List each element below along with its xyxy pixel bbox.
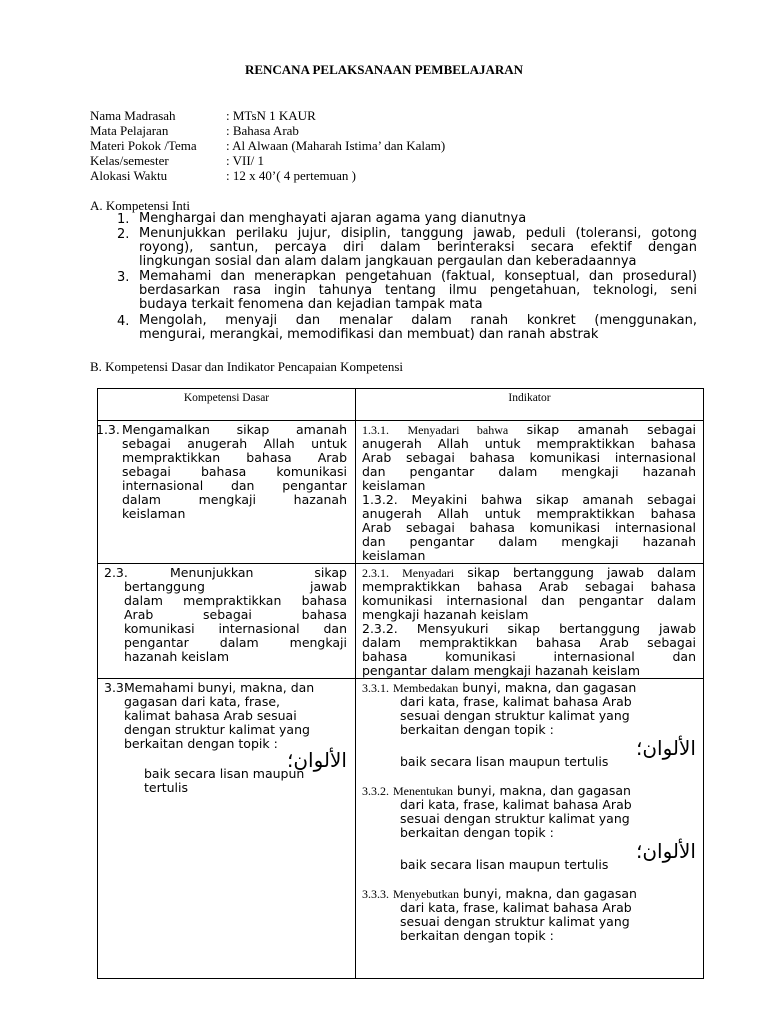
indicator-line: baik secara lisan maupun tertulis <box>400 754 609 769</box>
kd-cell <box>98 421 356 564</box>
ki-item <box>117 212 697 226</box>
indicator-number: 3.3.3. <box>362 887 389 901</box>
identity-value: : VII/ 1 <box>226 153 265 168</box>
ki-number: 1. <box>117 212 130 227</box>
arabic-topic: الألوان؛ <box>636 736 696 760</box>
table-row <box>98 679 704 979</box>
identity-value: : 12 x 40’( 4 pertemuan ) <box>226 168 356 183</box>
table-header-row <box>98 389 704 421</box>
kd-line: gagasan dari kata, frase, <box>124 694 280 709</box>
indicator-number: 3.3.2. <box>362 784 389 798</box>
indicator-line: berkaitan dengan topik : <box>400 825 554 840</box>
kd-line: tertulis <box>144 780 189 795</box>
indicator-number: 1.3.1. <box>362 423 389 437</box>
identity-label: Kelas/semester <box>90 153 169 168</box>
table-header-indicator: Indikator <box>356 389 704 421</box>
identity-label: Materi Pokok /Tema <box>90 138 197 153</box>
ki-number: 3. <box>117 270 130 285</box>
ki-line: mengurai, merangkai, memodifikasi dan membuat) dan ranah abstrak <box>139 327 599 343</box>
indicator-line: sesuai dengan struktur kalimat yang <box>400 914 630 929</box>
ki-number: 2. <box>117 227 130 242</box>
table-header-kd: Kompetensi Dasar <box>98 389 356 421</box>
indicator-line: Meyakini bahwa sikap amanah sebagai <box>411 492 696 507</box>
page-title: RENCANA PELAKSANAAN PEMBELAJARAN <box>244 62 524 77</box>
kd-line: sebagai anugerah Allah untuk <box>122 436 347 451</box>
identity-value: : MTsN 1 KAUR <box>226 108 316 123</box>
ki-line: lingkungan sosial dan alam dalam jangkauan pergaulan dan keberadaannya <box>139 254 637 270</box>
table-row <box>98 421 704 564</box>
indicator-line: bahasa komunikasi internasional dan <box>362 649 696 664</box>
kd-line: Menunjukkan sikap <box>170 565 347 580</box>
arabic-topic: الألوان؛ <box>636 839 696 863</box>
indicator-line: dalam mempraktikkan bahasa Arab sebagai <box>362 635 696 650</box>
indicator-line: dari kata, frase, kalimat bahasa Arab <box>400 900 632 915</box>
indicator-cell <box>356 679 704 979</box>
kd-line: Memahami bunyi, makna, dan <box>124 680 315 695</box>
indicator-line: baik secara lisan maupun tertulis <box>400 857 609 872</box>
ki-item <box>117 270 697 313</box>
kd-line: dalam mempraktikkan bahasa <box>124 593 347 608</box>
kd-line: hazanah keislam <box>124 649 230 664</box>
kd-line: mempraktikkan bahasa Arab <box>122 450 347 465</box>
indicator-line: dan pengantar dalam mengkaji hazanah <box>362 534 696 549</box>
kd-line: Arab sebagai bahasa <box>124 607 347 622</box>
section-b-heading: B. Kompetensi Dasar dan Indikator Pencapaian Kompetensi <box>90 359 403 374</box>
indicator-line: sesuai dengan struktur kalimat yang <box>400 708 630 723</box>
indicator-line: Arab sebagai bahasa komunikasi internasional <box>362 450 696 465</box>
indicator-line: berkaitan dengan topik : <box>400 722 554 737</box>
ki-line: Menunjukkan perilaku jujur, disiplin, tanggung jawab, peduli (toleransi, gotong <box>139 226 697 241</box>
indicator-line: mempraktikkan bahasa Arab sebagai bahasa <box>362 579 696 594</box>
table-row <box>98 564 704 679</box>
ki-line: Menghargai dan menghayati ajaran agama yang dianutnya <box>139 211 527 226</box>
identity-label: Alokasi Waktu <box>90 168 168 183</box>
indicator-number: 2.3.1. <box>362 566 389 580</box>
ki-line: Memahami dan menerapkan pengetahuan (faktual, konseptual, dan prosedural) <box>139 269 697 284</box>
kd-line: dalam mengkaji hazanah <box>122 492 347 507</box>
ki-line: berdasarkan rasa ingin tahunya tentang ilmu pengetahuan, teknologi, seni <box>139 283 697 299</box>
indicator-line: Arab sebagai bahasa komunikasi internasional <box>362 520 696 535</box>
indicator-line: sikap amanah sebagai <box>526 422 696 437</box>
indicator-line: keislaman <box>362 548 426 563</box>
identity-value: : Bahasa Arab <box>226 123 299 138</box>
kd-number: 3.3. <box>104 680 128 695</box>
kd-number: 1.3. <box>96 422 120 437</box>
indicator-verb: Menyadari bahwa <box>407 423 509 437</box>
indicator-line: bunyi, makna, dan gagasan <box>462 886 637 901</box>
kd-line: Mengamalkan sikap amanah <box>122 422 347 437</box>
indicator-number: 1.3.2. <box>362 492 398 507</box>
kd-line: keislaman <box>122 506 186 521</box>
indicator-verb: Menyadari <box>402 566 455 580</box>
ki-item <box>117 314 697 342</box>
identity-value: : Al Alwaan (Maharah Istima’ dan Kalam) <box>226 138 446 153</box>
indicator-line: sesuai dengan struktur kalimat yang <box>400 811 630 826</box>
ki-item <box>117 227 697 270</box>
indicator-line: Mensyukuri sikap bertanggung jawab <box>416 621 696 636</box>
kd-line: pengantar dalam mengkaji <box>124 635 347 650</box>
kd-line: dengan struktur kalimat yang <box>124 722 310 737</box>
arabic-topic: الألوان؛ <box>287 748 347 772</box>
kd-number: 2.3. <box>104 565 128 580</box>
kd-line: bertanggung jawab <box>124 579 347 594</box>
indicator-cell <box>356 421 704 564</box>
ki-line: Mengolah, menyaji dan menalar dalam ranah konkret (menggunakan, <box>139 313 697 328</box>
kd-line: baik secara lisan maupun <box>144 766 305 781</box>
indicator-verb: Menentukan <box>392 784 453 798</box>
indicator-line: dan pengantar dalam mengkaji hazanah <box>362 464 696 479</box>
kd-line: internasional dan pengantar <box>122 478 347 493</box>
indicator-line: sikap bertanggung jawab dalam <box>467 565 696 580</box>
kd-cell <box>98 564 356 679</box>
ki-line: budaya terkait fenomena dan kejadian tampak mata <box>139 297 483 313</box>
indicator-line: anugerah Allah untuk mempraktikkan bahasa <box>362 436 696 451</box>
identity-label: Nama Madrasah <box>90 108 176 123</box>
indicator-line: dari kata, frase, kalimat bahasa Arab <box>400 797 632 812</box>
ki-line: royong), santun, percaya diri dalam berinteraksi secara efektif dengan <box>139 240 697 256</box>
kd-table <box>97 388 704 979</box>
indicator-line: berkaitan dengan topik : <box>400 928 554 943</box>
indicator-line: komunikasi internasional dan pengantar dalam <box>362 593 696 608</box>
indicator-line: pengantar dalam mengkaji hazanah keislam <box>362 663 640 678</box>
ki-number: 4. <box>117 314 130 329</box>
indicator-verb: Menyebutkan <box>392 887 459 901</box>
indicator-line: dari kata, frase, kalimat bahasa Arab <box>400 694 632 709</box>
indicator-line: bunyi, makna, dan gagasan <box>462 680 637 695</box>
indicator-line: anugerah Allah untuk mempraktikkan bahasa <box>362 506 696 521</box>
kd-line: kalimat bahasa Arab sesuai <box>124 708 297 723</box>
section-a-heading: A. Kompetensi Inti <box>90 198 191 213</box>
indicator-line: mengkaji hazanah keislam <box>362 607 529 622</box>
kd-line: komunikasi internasional dan <box>124 621 347 636</box>
indicator-number: 2.3.2. <box>362 621 398 636</box>
indicator-cell <box>356 564 704 679</box>
indicator-number: 3.3.1. <box>362 681 389 695</box>
indicator-line: bunyi, makna, dan gagasan <box>456 783 631 798</box>
kd-line: sebagai bahasa komunikasi <box>122 464 347 479</box>
identity-label: Mata Pelajaran <box>90 123 169 138</box>
kd-line: berkaitan dengan topik : <box>124 736 278 751</box>
indicator-verb: Membedakan <box>392 681 459 695</box>
kd-cell <box>98 679 356 979</box>
indicator-line: keislaman <box>362 478 426 493</box>
